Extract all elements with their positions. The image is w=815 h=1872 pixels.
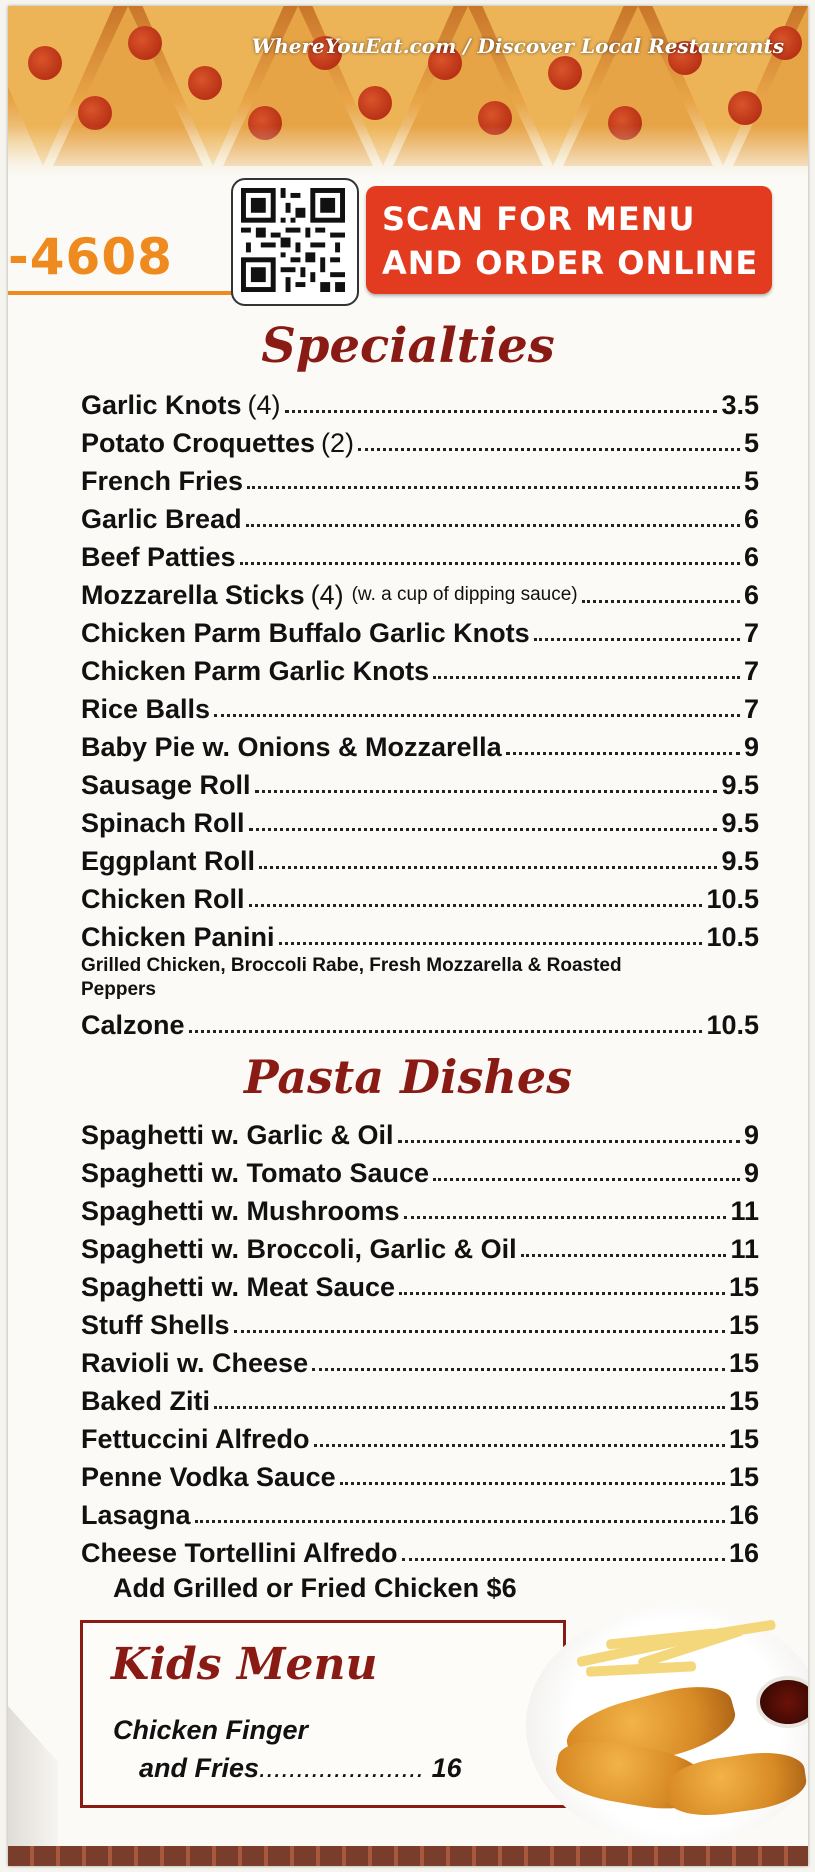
pizza-banner-image [8, 6, 808, 181]
menu-item-price: 15 [728, 1348, 759, 1378]
dot-leader [279, 941, 703, 945]
chicken-fingers-plate-image [526, 1606, 808, 1846]
dot-leader [240, 561, 740, 565]
menu-item-row [81, 918, 759, 952]
menu-item-name: Potato Croquettes [81, 428, 316, 458]
menu-item-row [81, 1458, 759, 1492]
menu-item-name: Lasagna [81, 1500, 191, 1530]
menu-item-name: Chicken Roll [81, 884, 245, 914]
kids-item-line-1: Chicken Finger [113, 1715, 309, 1745]
menu-item-price: 7 [743, 618, 759, 648]
floor-decoration [8, 1846, 808, 1866]
qr-code-icon [241, 188, 345, 292]
menu-item-name: Spinach Roll [81, 808, 245, 838]
menu-item-row [81, 1306, 759, 1340]
menu-item-price: 11 [730, 1196, 759, 1226]
menu-item-row [81, 690, 759, 724]
menu-item-row [81, 1006, 759, 1040]
dot-leader [285, 409, 718, 413]
menu-item-name: French Fries [81, 466, 244, 496]
dot-leader [255, 789, 718, 793]
menu-item-row [81, 1534, 759, 1568]
menu-item-price: 6 [743, 580, 759, 610]
menu-item-name: Beef Patties [81, 542, 236, 572]
menu-item-row [81, 1496, 759, 1530]
dot-leader [249, 903, 703, 907]
dot-leader [358, 447, 740, 451]
menu-item-name: Calzone [81, 1010, 185, 1040]
menu-item-quantity: (4) [247, 390, 281, 420]
scan-order-banner[interactable] [366, 186, 772, 294]
menu-item-note: (w. a cup of dipping sauce) [351, 584, 578, 605]
pasta-title: Pasta Dishes [244, 1050, 572, 1104]
menu-item-row [81, 1192, 759, 1226]
menu-item-name: Spaghetti w. Broccoli, Garlic & Oil [81, 1234, 517, 1264]
dot-leader [195, 1519, 725, 1523]
menu-item-row [81, 1230, 759, 1264]
menu-item-price: 6 [743, 504, 759, 534]
dot-leader [249, 827, 718, 831]
dot-leader [312, 1367, 725, 1371]
menu-item-name: Mozzarella Sticks [81, 580, 305, 610]
menu-item-row [81, 652, 759, 686]
dot-leader [214, 713, 740, 717]
menu-item-name: Spaghetti w. Mushrooms [81, 1196, 400, 1226]
pasta-addon-note: Add Grilled or Fried Chicken $6 [113, 1573, 517, 1603]
watermark-text: WhereYouEat.com / Discover Local Restaurants [251, 34, 784, 58]
dot-leader [340, 1481, 725, 1485]
menu-item-name: Garlic Bread [81, 504, 242, 534]
menu-item-name: Eggplant Roll [81, 846, 255, 876]
phone-number: -4608 [8, 228, 173, 286]
menu-item-price: 15 [728, 1272, 759, 1302]
specialties-title: Specialties [261, 318, 555, 374]
menu-item-row [81, 576, 759, 610]
menu-item-name: Baked Ziti [81, 1386, 211, 1416]
dot-leader [433, 1177, 740, 1181]
dot-leader [259, 865, 717, 869]
dot-leader [521, 1253, 727, 1257]
menu-item-price: 3.5 [721, 390, 759, 420]
kids-item-dots: ...................... [259, 1753, 425, 1783]
menu-item-name: Stuff Shells [81, 1310, 230, 1340]
menu-item-price: 5 [743, 428, 759, 458]
menu-item-row [81, 1344, 759, 1378]
phone-underline [8, 291, 240, 295]
menu-item-name: Spaghetti w. Garlic & Oil [81, 1120, 394, 1150]
menu-item-row [81, 462, 759, 496]
dot-leader [234, 1329, 725, 1333]
menu-item-price: 9 [743, 1158, 759, 1188]
dot-leader [433, 675, 740, 679]
menu-item-name: Fettuccini Alfredo [81, 1424, 310, 1454]
menu-item-price: 10.5 [706, 884, 759, 914]
menu-item-price: 9.5 [721, 770, 759, 800]
dot-leader [582, 599, 740, 603]
menu-item-name: Garlic Knots [81, 390, 242, 420]
menu-item-quantity: (4) [310, 580, 344, 610]
menu-item-price: 6 [743, 542, 759, 572]
menu-item-name: Rice Balls [81, 694, 211, 724]
napkin-decoration [8, 1706, 58, 1846]
menu-item-row [81, 842, 759, 876]
menu-item-price: 16 [728, 1500, 759, 1530]
menu-item-name: Chicken Parm Garlic Knots [81, 656, 430, 686]
menu-item-row [81, 880, 759, 914]
dot-leader [246, 523, 740, 527]
menu-item-row [81, 1268, 759, 1302]
dot-leader [189, 1029, 703, 1033]
kids-item-line-2 [139, 1753, 462, 1784]
menu-item-name: Ravioli w. Cheese [81, 1348, 309, 1378]
menu-item-price: 9 [743, 1120, 759, 1150]
dot-leader [534, 637, 740, 641]
menu-item-quantity: (2) [321, 428, 355, 458]
menu-item-description: Grilled Chicken, Broccoli Rabe, Fresh Mozzarella & Roasted Peppers [81, 955, 622, 1000]
kids-item-name: and Fries [139, 1753, 260, 1783]
menu-item-price: 7 [743, 694, 759, 724]
menu-item-name: Sausage Roll [81, 770, 251, 800]
menu-item-price: 9.5 [721, 808, 759, 838]
menu-item-price: 15 [728, 1462, 759, 1492]
dot-leader [247, 485, 740, 489]
menu-item-name: Spaghetti w. Tomato Sauce [81, 1158, 430, 1188]
menu-item-name: Chicken Parm Buffalo Garlic Knots [81, 618, 530, 648]
dot-leader [506, 751, 740, 755]
menu-item-row [81, 424, 759, 458]
kids-item-price: 16 [431, 1753, 462, 1783]
menu-item-name: Chicken Panini [81, 922, 275, 952]
dot-leader [404, 1215, 727, 1219]
menu-item-name: Baby Pie w. Onions & Mozzarella [81, 732, 502, 762]
menu-item-price: 7 [743, 656, 759, 686]
menu-item-row [81, 1382, 759, 1416]
dot-leader [399, 1291, 725, 1295]
menu-item-price: 16 [728, 1538, 759, 1568]
menu-item-row [81, 766, 759, 800]
kids-menu-title: Kids Menu [111, 1639, 378, 1690]
menu-item-row [81, 614, 759, 648]
menu-item-row [81, 1116, 759, 1150]
menu-page [8, 6, 808, 1866]
menu-item-row [81, 728, 759, 762]
dot-leader [402, 1557, 725, 1561]
scan-line-1: SCAN FOR MENU [382, 200, 696, 238]
menu-item-price: 10.5 [706, 1010, 759, 1040]
kids-menu-box [80, 1620, 566, 1808]
dot-leader [214, 1405, 725, 1409]
menu-item-price: 9 [743, 732, 759, 762]
menu-item-price: 15 [728, 1424, 759, 1454]
menu-item-price: 11 [730, 1234, 759, 1264]
menu-item-price: 10.5 [706, 922, 759, 952]
dot-leader [398, 1139, 740, 1143]
menu-item-price: 15 [728, 1386, 759, 1416]
menu-item-name: Spaghetti w. Meat Sauce [81, 1272, 396, 1302]
qr-code[interactable] [231, 178, 359, 306]
menu-item-row [81, 804, 759, 838]
menu-item-name: Penne Vodka Sauce [81, 1462, 336, 1492]
menu-item-row [81, 500, 759, 534]
scan-line-2: AND ORDER ONLINE [382, 244, 759, 282]
menu-item-row [81, 1420, 759, 1454]
menu-item-row [81, 386, 759, 420]
dot-leader [314, 1443, 725, 1447]
menu-item-price: 9.5 [721, 846, 759, 876]
menu-item-row [81, 538, 759, 572]
menu-item-price: 15 [728, 1310, 759, 1340]
menu-item-name: Cheese Tortellini Alfredo [81, 1538, 398, 1568]
menu-item-row [81, 1154, 759, 1188]
menu-item-price: 5 [743, 466, 759, 496]
